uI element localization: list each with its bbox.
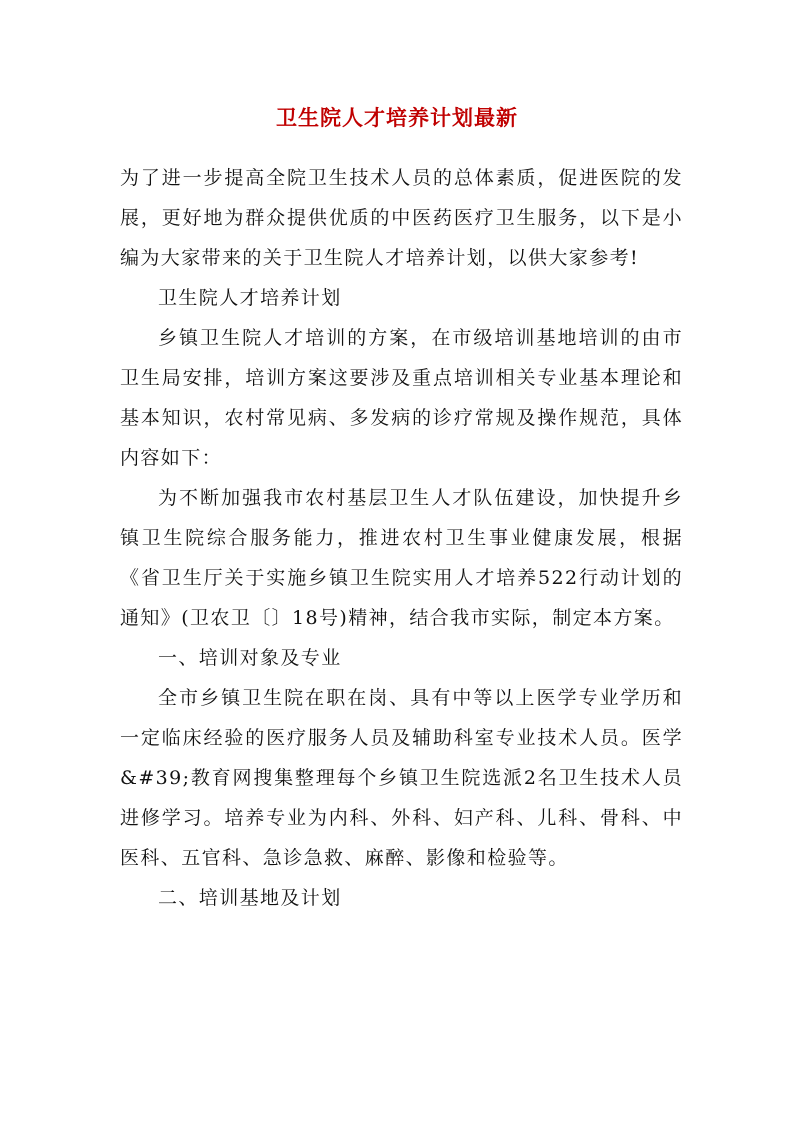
intro-paragraph: 为了进一步提高全院卫生技术人员的总体素质，促进医院的发展，更好地为群众提供优质的中医药医疗卫生服务，以下是小编为大家带来的关于卫生院人才培养计划，以供大家参考! [120, 167, 683, 269]
section-heading: 一、培训对象及专业 [158, 647, 342, 669]
document-body [120, 158, 683, 918]
body-paragraph: 全市乡镇卫生院在职在岗、具有中等以上医学专业学历和一定临床经验的医疗服务人员及辅助科室专业技术人员。医学&#39;教育网搜集整理每个乡镇卫生院选派2名卫生技术人员进修学习。培养专业为内科、外科、妇产科、儿科、骨科、中医科、五官科、急诊急救、麻醉、影像和检验等。 [120, 687, 683, 869]
section-heading: 卫生院人才培养计划 [158, 287, 342, 309]
body-paragraph: 乡镇卫生院人才培训的方案，在市级培训基地培训的由市卫生局安排，培训方案这要涉及重点培训相关专业基本理论和基本知识，农村常见病、多发病的诊疗常规及操作规范，具体内容如下： [120, 327, 683, 469]
section-heading: 二、培训基地及计划 [158, 887, 342, 909]
body-paragraph: 为不断加强我市农村基层卫生人才队伍建设，加快提升乡镇卫生院综合服务能力，推进农村卫生事业健康发展，根据《省卫生厅关于实施乡镇卫生院实用人才培养522行动计划的通知》(卫农卫〔〕18号)精神，结合我市实际，制定本方案。 [120, 487, 683, 629]
document-title: 卫生院人才培养计划最新 [276, 105, 518, 130]
